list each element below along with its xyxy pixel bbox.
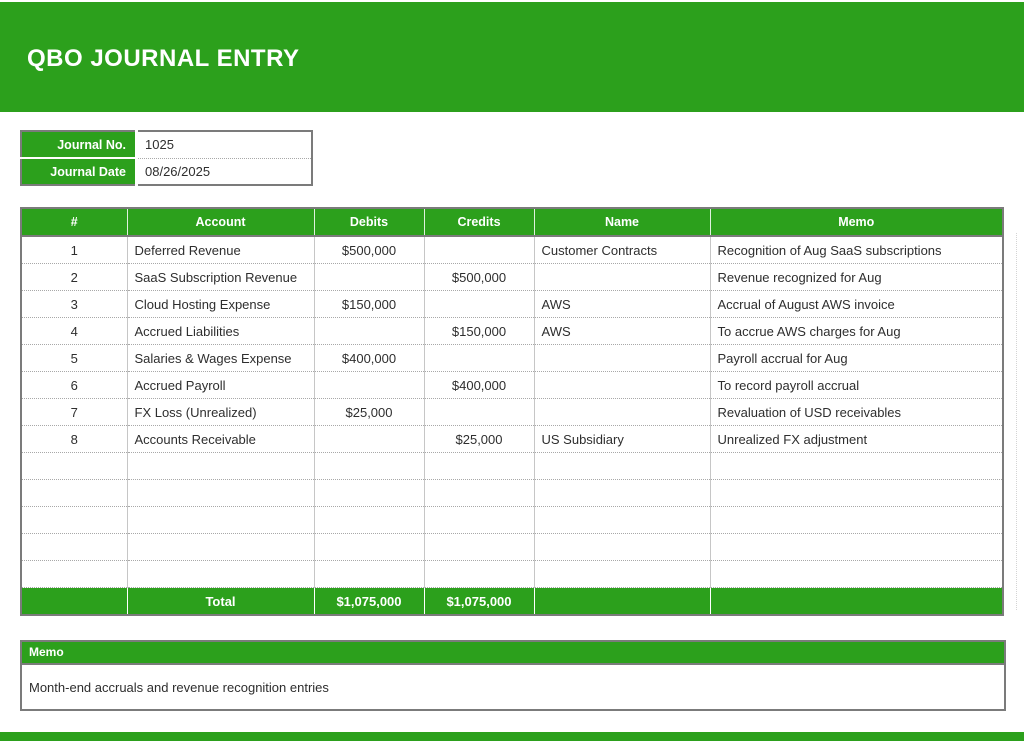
cell-debit[interactable] [314,372,424,399]
empty-cell-credit[interactable] [424,507,534,534]
cell-memo[interactable]: Unrealized FX adjustment [710,426,1003,453]
empty-cell-num[interactable] [21,561,127,588]
column-header-memo: Memo [710,208,1003,236]
cell-num[interactable]: 2 [21,264,127,291]
empty-row [21,480,1003,507]
cell-account[interactable]: Accounts Receivable [127,426,314,453]
cell-credit[interactable] [424,236,534,264]
cell-memo[interactable]: Accrual of August AWS invoice [710,291,1003,318]
journal-number-row [21,131,312,158]
journal-row [21,291,1003,318]
empty-cell-debit[interactable] [314,480,424,507]
empty-cell-memo[interactable] [710,534,1003,561]
cell-account[interactable]: FX Loss (Unrealized) [127,399,314,426]
empty-cell-credit[interactable] [424,534,534,561]
cell-debit[interactable]: $150,000 [314,291,424,318]
empty-cell-name[interactable] [534,453,710,480]
empty-cell-account[interactable] [127,561,314,588]
empty-cell-account[interactable] [127,453,314,480]
header-band [0,2,1024,112]
empty-cell-credit[interactable] [424,561,534,588]
empty-row [21,561,1003,588]
cell-num[interactable]: 7 [21,399,127,426]
cell-account[interactable]: SaaS Subscription Revenue [127,264,314,291]
column-header-num: # [21,208,127,236]
cell-account[interactable]: Accrued Liabilities [127,318,314,345]
cell-credit[interactable] [424,291,534,318]
journal-date-row [21,158,312,185]
memo-section-label: Memo [22,642,1004,665]
cell-credit[interactable] [424,399,534,426]
journal-row [21,345,1003,372]
cell-credit[interactable]: $400,000 [424,372,534,399]
total-memo-cell [710,588,1003,616]
journal-row [21,399,1003,426]
cell-credit[interactable]: $500,000 [424,264,534,291]
empty-cell-debit[interactable] [314,453,424,480]
empty-cell-memo[interactable] [710,561,1003,588]
empty-cell-account[interactable] [127,534,314,561]
empty-row [21,534,1003,561]
empty-cell-memo[interactable] [710,507,1003,534]
table-header-row [21,208,1003,236]
empty-cell-num[interactable] [21,480,127,507]
total-debits: $1,075,000 [314,588,424,616]
empty-cell-name[interactable] [534,561,710,588]
journal-row [21,372,1003,399]
journal-date-value[interactable]: 08/26/2025 [137,158,313,185]
cell-debit[interactable]: $400,000 [314,345,424,372]
empty-cell-num[interactable] [21,534,127,561]
memo-section-value[interactable]: Month-end accruals and revenue recognition entries [22,665,1004,709]
journal-row [21,318,1003,345]
empty-cell-num[interactable] [21,507,127,534]
journal-entry-table [20,207,1004,616]
cell-account[interactable]: Accrued Payroll [127,372,314,399]
cell-account[interactable]: Deferred Revenue [127,236,314,264]
journal-number-label: Journal No. [21,131,137,158]
total-row [21,588,1003,616]
empty-cell-account[interactable] [127,507,314,534]
cell-num[interactable]: 3 [21,291,127,318]
cell-name[interactable]: Customer Contracts [534,236,710,264]
cell-account[interactable]: Cloud Hosting Expense [127,291,314,318]
column-header-debits: Debits [314,208,424,236]
empty-cell-debit[interactable] [314,561,424,588]
cell-debit[interactable]: $500,000 [314,236,424,264]
empty-cell-credit[interactable] [424,453,534,480]
cell-num[interactable]: 8 [21,426,127,453]
page-title: QBO JOURNAL ENTRY [27,45,300,72]
journal-row [21,426,1003,453]
cell-num[interactable]: 4 [21,318,127,345]
cell-memo[interactable]: Revaluation of USD receivables [710,399,1003,426]
journal-row [21,236,1003,264]
cell-num[interactable]: 1 [21,236,127,264]
journal-number-value[interactable]: 1025 [137,131,313,158]
empty-cell-num[interactable] [21,453,127,480]
cell-name[interactable] [534,372,710,399]
empty-cell-name[interactable] [534,507,710,534]
cell-name[interactable]: AWS [534,291,710,318]
empty-cell-credit[interactable] [424,480,534,507]
empty-cell-name[interactable] [534,534,710,561]
cell-name[interactable] [534,264,710,291]
memo-section [20,640,1006,711]
cell-debit[interactable] [314,264,424,291]
journal-row [21,264,1003,291]
column-header-account: Account [127,208,314,236]
cell-num[interactable]: 5 [21,345,127,372]
journal-rows [21,236,1003,588]
cell-credit[interactable]: $25,000 [424,426,534,453]
cell-account[interactable]: Salaries & Wages Expense [127,345,314,372]
cell-debit[interactable]: $25,000 [314,399,424,426]
journal-info-box [20,130,313,186]
cell-name[interactable]: US Subsidiary [534,426,710,453]
cell-memo[interactable]: To record payroll accrual [710,372,1003,399]
cell-debit[interactable] [314,426,424,453]
cell-memo[interactable]: Recognition of Aug SaaS subscriptions [710,236,1003,264]
empty-cell-name[interactable] [534,480,710,507]
footer-band [0,732,1024,741]
journal-date-label: Journal Date [21,158,137,185]
next-column-gridline [1016,233,1017,610]
cell-num[interactable]: 6 [21,372,127,399]
cell-memo[interactable]: Payroll accrual for Aug [710,345,1003,372]
empty-cell-memo[interactable] [710,453,1003,480]
cell-memo[interactable]: Revenue recognized for Aug [710,264,1003,291]
empty-row [21,507,1003,534]
total-credits: $1,075,000 [424,588,534,616]
total-num-cell [21,588,127,616]
empty-cell-memo[interactable] [710,480,1003,507]
empty-cell-account[interactable] [127,480,314,507]
cell-credit[interactable] [424,345,534,372]
cell-name[interactable] [534,345,710,372]
empty-cell-debit[interactable] [314,534,424,561]
cell-name[interactable]: AWS [534,318,710,345]
total-label: Total [127,588,314,616]
empty-row [21,453,1003,480]
empty-cell-debit[interactable] [314,507,424,534]
cell-credit[interactable]: $150,000 [424,318,534,345]
cell-debit[interactable] [314,318,424,345]
column-header-credits: Credits [424,208,534,236]
column-header-name: Name [534,208,710,236]
cell-memo[interactable]: To accrue AWS charges for Aug [710,318,1003,345]
total-name-cell [534,588,710,616]
cell-name[interactable] [534,399,710,426]
